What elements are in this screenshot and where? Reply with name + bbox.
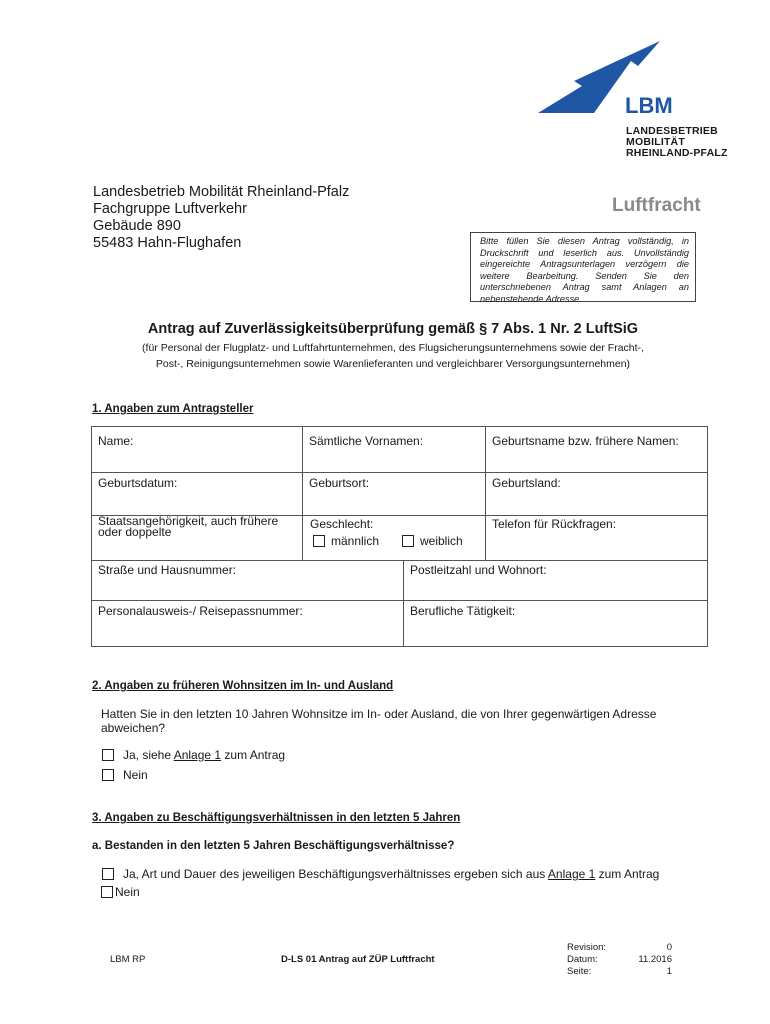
beschaeftigung-nein-checkbox[interactable]: [101, 886, 113, 898]
question-line: abweichen?: [101, 721, 166, 735]
footer-seite-value: 1: [666, 966, 672, 977]
staat-label-line: oder doppelte: [98, 525, 172, 539]
ja-text-suffix: zum Antrag: [595, 867, 660, 881]
beschaeftigung-nein-label: Nein: [115, 885, 140, 899]
ja-text-suffix: zum Antrag: [221, 748, 286, 762]
footer-datum-label: Datum:: [567, 954, 598, 965]
address-line: 55483 Hahn-Flughafen: [93, 235, 242, 251]
geburtsdatum-field[interactable]: Geburtsdatum:: [98, 476, 178, 490]
weiblich-label: weiblich: [420, 534, 463, 548]
wohnsitz-nein-label: Nein: [123, 768, 148, 782]
form-subtitle: [0, 340, 770, 372]
address-line: Landesbetrieb Mobilität Rheinland-Pfalz: [93, 184, 350, 200]
ja-text: Ja, Art und Dauer des jeweiligen Beschäftigungsverhältnisses ergeben sich aus: [123, 867, 548, 881]
section-3-heading: 3. Angaben zu Beschäftigungsverhältnissen in den letzten 5 Jahren: [92, 812, 461, 824]
logo-subtitle-line: RHEINLAND-PFALZ: [626, 147, 728, 159]
strasse-field[interactable]: Straße und Hausnummer:: [98, 563, 237, 577]
logo-subtitle-line: LANDESBETRIEB: [626, 125, 718, 137]
staat-label-line: Staatsangehörigkeit, auch frühere: [98, 514, 279, 528]
lbm-logo: [538, 34, 694, 118]
footer-revision-value: 0: [666, 942, 672, 953]
geschlecht-label: Geschlecht:: [310, 517, 374, 531]
weiblich-checkbox[interactable]: [402, 535, 414, 547]
ausweis-field[interactable]: Personalausweis-/ Reisepassnummer:: [98, 604, 303, 618]
telefon-field[interactable]: Telefon für Rückfragen:: [492, 517, 617, 531]
footer-seite-label: Seite:: [567, 966, 592, 977]
ja-text: Ja, siehe: [123, 748, 174, 762]
section-2-question: [101, 707, 711, 735]
name-field[interactable]: Name:: [98, 434, 134, 448]
footer-datum-value: 11.2016: [638, 954, 672, 965]
geburtsland-field[interactable]: Geburtsland:: [492, 476, 561, 490]
table-divider: [91, 472, 708, 473]
wohnsitz-ja-label: [123, 748, 285, 762]
taetigkeit-field[interactable]: Berufliche Tätigkeit:: [410, 604, 516, 618]
address-line: Gebäude 890: [93, 218, 181, 234]
section-3a-question: a. Bestanden in den letzten 5 Jahren Beschäftigungsverhältnisse?: [92, 840, 455, 852]
footer-org: LBM RP: [110, 954, 146, 965]
footer-revision-label: Revision:: [567, 942, 607, 953]
table-divider: [485, 426, 486, 560]
question-line: Hatten Sie in den letzten 10 Jahren Wohnsitze im In- oder Ausland, die von Ihrer gegenwärtigen Adresse: [101, 707, 657, 721]
staatsangehoerigkeit-field[interactable]: [98, 516, 278, 538]
instruction-notice: Bitte füllen Sie diesen Antrag vollständig, in Druckschrift und leserlich aus. Unvollständig eingereichte Antragsunterlagen verzögern die weitere Bearbeitung. Senden Sie den unterschriebenen Antrag samt Anlagen an nebenstehende Adresse.: [470, 232, 696, 302]
document-type: Luftfracht: [612, 195, 701, 216]
form-title: Antrag auf Zuverlässigkeitsüberprüfung gemäß § 7 Abs. 1 Nr. 2 LuftSiG: [147, 321, 639, 337]
address-line: Fachgruppe Luftverkehr: [93, 201, 247, 217]
geburtsort-field[interactable]: Geburtsort:: [309, 476, 370, 490]
anlage-link[interactable]: Anlage 1: [547, 867, 596, 881]
subtitle-line: Post-, Reinigungsunternehmen sowie Warenlieferanten und vergleichbarer Versorgungsunternehmen): [155, 358, 631, 370]
table-divider: [403, 560, 404, 647]
plz-wohnort-field[interactable]: Postleitzahl und Wohnort:: [410, 563, 547, 577]
recipient-address: [93, 184, 349, 252]
table-divider: [91, 600, 708, 601]
table-divider: [91, 560, 708, 561]
vornamen-field[interactable]: Sämtliche Vornamen:: [309, 434, 424, 448]
section-1-heading: 1. Angaben zum Antragsteller: [92, 403, 254, 415]
logo-subtitle: [626, 126, 728, 159]
section-2-heading: 2. Angaben zu früheren Wohnsitzen im In- und Ausland: [92, 680, 394, 692]
anlage-link[interactable]: Anlage 1: [173, 748, 222, 762]
beschaeftigung-ja-label: [123, 867, 659, 881]
wohnsitz-nein-checkbox[interactable]: [102, 769, 114, 781]
footer-document-id: D-LS 01 Antrag auf ZÜP Luftfracht: [281, 954, 435, 965]
maennlich-checkbox[interactable]: [313, 535, 325, 547]
geburtsname-field[interactable]: Geburtsname bzw. frühere Namen:: [492, 434, 679, 448]
logo-name: LBM: [625, 93, 673, 118]
wohnsitz-ja-checkbox[interactable]: [102, 749, 114, 761]
maennlich-label: männlich: [331, 534, 380, 548]
table-divider: [302, 426, 303, 560]
subtitle-line: (für Personal der Flugplatz- und Luftfahrtunternehmen, des Flugsicherungsunternehmens sowie der Fracht-,: [142, 342, 644, 354]
logo-subtitle-line: MOBILITÄT: [626, 136, 685, 148]
beschaeftigung-ja-checkbox[interactable]: [102, 868, 114, 880]
